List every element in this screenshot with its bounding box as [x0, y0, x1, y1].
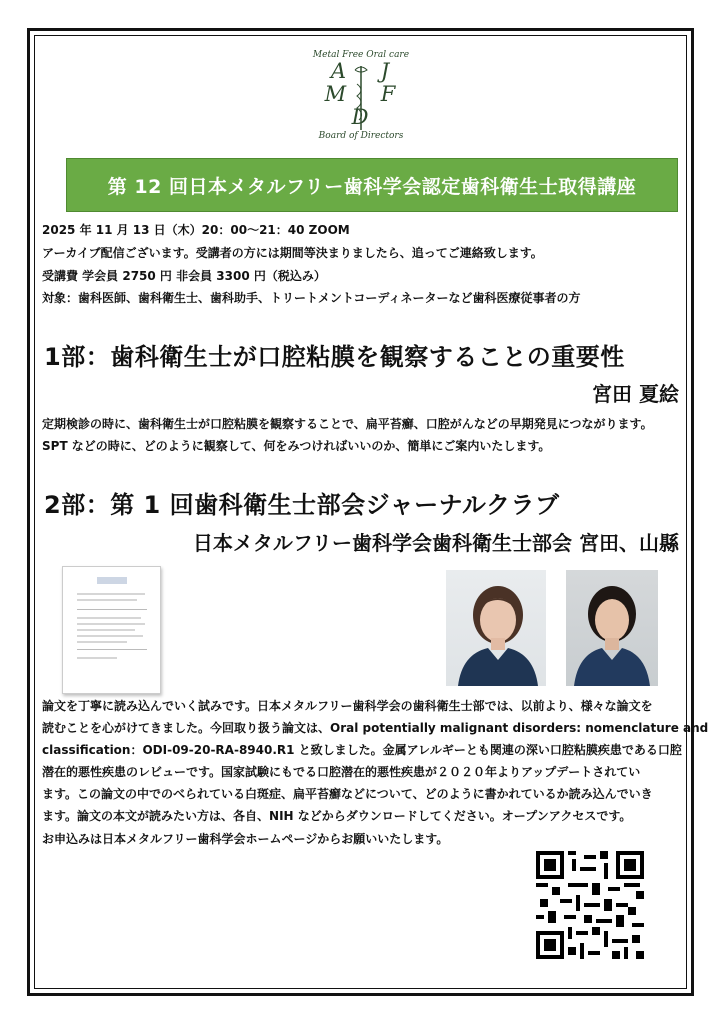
- event-date: 2025 年 11 月 13 日（木）20：00～21：40 ZOOM: [42, 223, 350, 237]
- part2-speaker: 日本メタルフリー歯科学会歯科衛生士部会 宮田、山縣: [192, 531, 679, 555]
- target-audience: 対象：歯科医師、歯科衛生士、歯科助手、トリートメントコーディネーターなど歯科医療従事者の方: [42, 291, 581, 305]
- society-logo: [311, 48, 411, 148]
- part1-title: 1部：歯科衛生士が口腔粘膜を観察することの重要性: [44, 343, 625, 371]
- speaker-photo-2: [566, 570, 658, 686]
- logo-bottom-text: Board of Directors: [318, 131, 404, 141]
- part2-desc-line6: ます。論文の本文が読みたい方は、各自、NIH などからダウンロードしてください。オープンアクセスです。: [42, 809, 632, 823]
- fee-info: 受講費 学会員 2750 円 非会員 3300 円（税込み）: [42, 269, 326, 283]
- speaker-photo-1: [446, 570, 546, 686]
- logo-top-text: Metal Free Oral care: [312, 50, 410, 60]
- paper-thumbnail: [62, 566, 161, 694]
- archive-note: アーカイブ配信ございます。受講者の方には期間等決まりましたら、追ってご連絡致します。: [42, 246, 543, 260]
- part1-desc-line1: 定期検診の時に、歯科衛生士が口腔粘膜を観察することで、扁平苔癬、口腔がんなどの早期発見につながります。: [42, 417, 653, 431]
- application-note: お申込みは日本メタルフリー歯科学会ホームページからお願いいたします。: [42, 832, 449, 846]
- part2-desc-line1: 論文を丁寧に読み込んでいく試みです。日本メタルフリー歯科学会の歯科衛生士部では、以前より、様々な論文を: [42, 699, 653, 713]
- part1-desc-line2: SPT などの時に、どのように観察して、何をみつければいいのか、簡単にご案内いたします。: [42, 439, 551, 453]
- part2-title: 2部：第 1 回歯科衛生士部会ジャーナルクラブ: [44, 491, 560, 519]
- part2-desc-line3: classification：ODI-09-20-RA-8940.R1 と致しました。金属アレルギーとも関連の深い口腔粘膜疾患である口腔: [42, 743, 682, 757]
- course-title-banner: 第 12 回日本メタルフリー歯科学会認定歯科衛生士取得講座: [66, 158, 678, 212]
- part2-desc-line5: ます。この論文の中でのべられている白斑症、扁平苔癬などについて、どのように書かれているか読み込んでいき: [42, 787, 653, 801]
- logo-row-2: M F D: [324, 82, 410, 129]
- caduceus-icon: [353, 62, 369, 132]
- part2-desc-line4: 潜在的悪性疾患のレビューです。国家試験にもでる口腔潜在的悪性疾患が２０２０年よりアップデートされてい: [42, 765, 641, 779]
- qr-code[interactable]: [536, 851, 644, 959]
- part1-speaker: 宮田 夏絵: [592, 382, 679, 406]
- part2-desc-line2: 読むことを心がけてきました。今回取り扱う論文は、Oral potentially malignant disorders: nomenclature and: [42, 721, 709, 735]
- logo-row-1: A J: [330, 59, 404, 83]
